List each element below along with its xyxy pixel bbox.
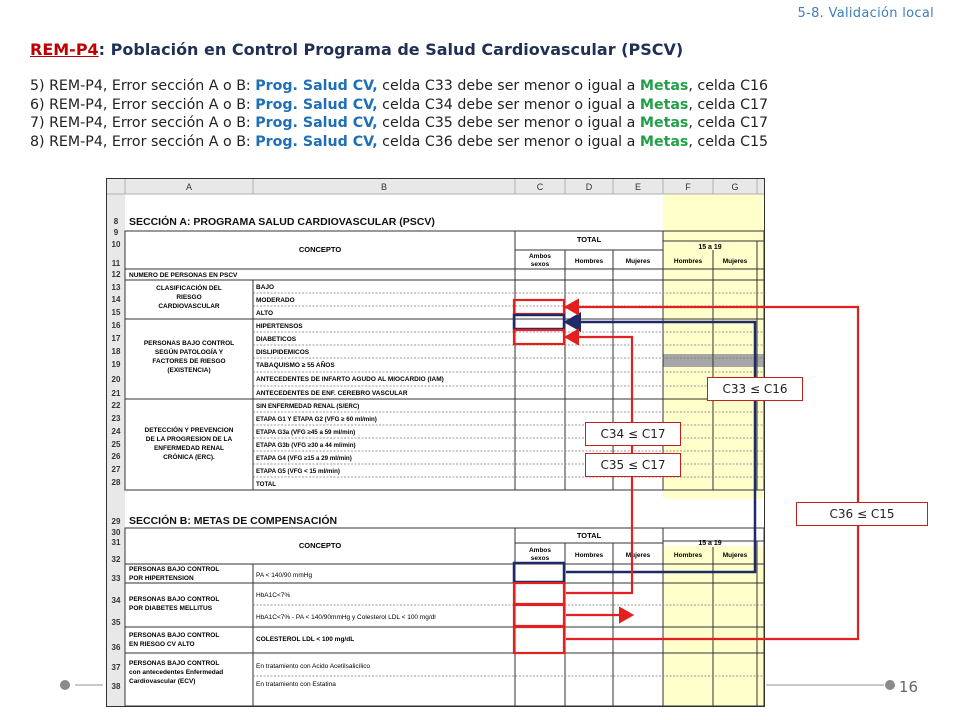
row-number: 22 <box>111 401 121 410</box>
deteccion-label <box>145 425 234 461</box>
row-number: 8 <box>113 217 119 226</box>
col-letter: F <box>685 182 691 192</box>
dm-line: POR DIABETES MELLITUS <box>129 605 213 612</box>
row-number: 28 <box>111 478 121 487</box>
rule-end: , celda C17 <box>688 115 769 131</box>
col-letter: C <box>536 182 544 192</box>
rule-prefix: REM-P4, Error sección A o B: <box>49 96 256 113</box>
rule-program: Prog. Salud CV, <box>255 133 378 150</box>
row-number: 19 <box>111 360 121 369</box>
dm-meta-1: HbA1C<7% <box>256 592 291 599</box>
clasificacion-line: CLASIFICACIÓN DEL <box>156 285 222 292</box>
row-number: 37 <box>111 663 121 672</box>
footer-line-right <box>766 684 884 686</box>
mujeres-age-header-b: Mujeres <box>722 552 748 559</box>
col-letter: A <box>185 182 193 192</box>
row-number: 33 <box>111 574 121 583</box>
rule-number: 8) <box>30 133 45 150</box>
hombres-header: Hombres <box>574 258 604 265</box>
erc-item: ETAPA G3a (VFG ≥45 a 59 ml/min) <box>256 429 356 436</box>
hombres-age-header-b: Hombres <box>673 552 703 559</box>
col-letter: B <box>380 182 388 192</box>
cv-line: EN RIESGO CV ALTO <box>129 641 195 648</box>
rule-prefix: REM-P4, Error sección A o B: <box>49 78 256 94</box>
dm-group-label <box>129 596 219 612</box>
footer-line-left <box>75 684 103 686</box>
patologia-line: SEGÚN PATOLOGÍA Y <box>154 349 224 356</box>
row-number: 20 <box>111 375 121 384</box>
hta-meta: PA < 140/90 mmHg <box>256 572 313 579</box>
rule-number: 6) <box>30 96 45 113</box>
validation-rules <box>30 77 768 151</box>
sexos-header-b: sexos <box>530 555 550 562</box>
row-number: 35 <box>111 618 121 627</box>
row-number: 27 <box>111 465 121 474</box>
ambos-header-b: Ambos <box>528 547 552 554</box>
rule-program: Prog. Salud CV, <box>255 78 378 94</box>
hombres-header-b: Hombres <box>574 552 604 559</box>
rule-number: 7) <box>30 115 45 131</box>
clasificacion-line: CARDIOVASCULAR <box>158 303 220 310</box>
total-header: TOTAL <box>576 235 602 244</box>
total-header-b: TOTAL <box>576 531 602 540</box>
deteccion-line: DE LA PROGRESION DE LA <box>145 436 233 443</box>
rule-end: , celda C17 <box>688 96 769 113</box>
row-number: 31 <box>111 538 121 547</box>
section-b-title: SECCIÓN B: METAS DE COMPENSACIÓN <box>129 515 338 527</box>
callout-c34-c17: C34 ≤ C17 <box>585 422 681 446</box>
rule-middle: celda C33 debe ser menor o igual a <box>377 78 640 94</box>
patologia-item: ANTECEDENTES DE INFARTO AGUDO AL MIOCARDIO (IAM) <box>256 376 444 383</box>
rule-item <box>30 77 768 96</box>
row-number: 32 <box>111 555 121 564</box>
page-number: 16 <box>898 678 918 696</box>
hombres-age-header: Hombres <box>673 258 703 265</box>
row-number: 25 <box>111 440 121 449</box>
erc-items <box>256 403 377 488</box>
erc-item: ETAPA G1 Y ETAPA G2 (VFG ≥ 60 ml/min) <box>256 416 377 423</box>
rule-prefix: REM-P4, Error sección A o B: <box>49 133 256 150</box>
age-group-header-b: 15 a 19 <box>698 540 722 547</box>
row-number: 11 <box>111 259 121 268</box>
ecv-meta-2: En tratamiento con Estatina <box>256 681 336 688</box>
callout-c35-c17: C35 ≤ C17 <box>585 453 681 477</box>
row-number: 9 <box>113 228 119 237</box>
rule-metas: Metas <box>639 115 689 131</box>
rule-item <box>30 133 768 152</box>
rule-item <box>30 96 768 115</box>
rule-middle: celda C35 debe ser menor o igual a <box>377 115 640 131</box>
rule-metas: Metas <box>639 96 689 113</box>
hta-line: POR HIPERTENSION <box>129 575 194 582</box>
ecv-line: Cardiovascular (ECV) <box>129 678 196 685</box>
erc-item: SIN ENFERMEDAD RENAL (S/ERC) <box>256 403 360 410</box>
clasificacion-line: RIESGO <box>176 294 202 301</box>
erc-item: ETAPA G3b (VFG ≥30 a 44 ml/min) <box>256 442 356 449</box>
footer-dot-right <box>885 680 895 690</box>
patologia-item: HIPERTENSOS <box>256 323 303 330</box>
row-number: 24 <box>111 427 121 436</box>
patologia-item: DIABETICOS <box>256 336 297 343</box>
clasificacion-label <box>156 283 222 310</box>
row-number: 10 <box>111 240 121 249</box>
col-letter: D <box>585 182 593 192</box>
row-number: 12 <box>111 270 121 279</box>
column-header-bar <box>107 179 764 194</box>
erc-item: TOTAL <box>256 481 277 488</box>
riesgo-alto: ALTO <box>256 310 274 317</box>
ecv-group-label <box>129 660 223 685</box>
patologia-item: TABAQUISMO ≥ 55 AÑOS <box>256 362 335 369</box>
row-number: 30 <box>111 528 121 537</box>
row-number: 16 <box>111 321 121 330</box>
erc-item: ETAPA G5 (VFG < 15 ml/min) <box>256 468 340 475</box>
rule-program: Prog. Salud CV, <box>255 96 378 113</box>
mujeres-header: Mujeres <box>625 258 651 265</box>
row-number: 18 <box>111 347 121 356</box>
row-number: 14 <box>111 295 121 304</box>
rule-end: , celda C16 <box>688 78 769 94</box>
concepto-header-b: CONCEPTO <box>298 541 342 550</box>
section-a-title: SECCIÓN A: PROGRAMA SALUD CARDIOVASCULAR (PSCV) <box>129 216 435 228</box>
row-number: 26 <box>111 452 121 461</box>
row-number: 23 <box>111 414 121 423</box>
ambos-header: Ambos <box>528 253 552 260</box>
rule-middle: celda C36 debe ser menor o igual a <box>377 133 640 150</box>
page-title <box>30 40 683 59</box>
hta-line: PERSONAS BAJO CONTROL <box>129 566 220 573</box>
footer-dot-left <box>60 680 70 690</box>
title-code: REM-P4 <box>30 40 99 59</box>
row-number: 17 <box>111 334 121 343</box>
row-number: 21 <box>111 389 121 398</box>
rule-metas: Metas <box>639 133 689 150</box>
rule-item <box>30 114 768 133</box>
numero-personas-label: NUMERO DE PERSONAS EN PSCV <box>129 272 238 279</box>
patologia-item: DISLIPIDEMICOS <box>256 349 310 356</box>
riesgo-moderado: MODERADO <box>256 297 295 304</box>
ecv-meta-1: En tratamiento con Acido Acetilsalicílico <box>256 663 371 670</box>
deteccion-line: ENFERMEDAD RENAL <box>153 445 225 452</box>
col-letter: E <box>634 182 642 192</box>
dm-meta-2: HbA1C<7% - PA < 140/90mmHg y Colesterol LDL < 100 mg/dl <box>256 614 436 621</box>
mujeres-header-b: Mujeres <box>625 552 651 559</box>
row-numbers <box>112 217 121 691</box>
rule-program: Prog. Salud CV, <box>255 115 378 131</box>
row-number: 34 <box>111 596 121 605</box>
patologia-line: (EXISTENCIA) <box>167 367 211 374</box>
patologia-label <box>144 340 234 374</box>
row-number: 29 <box>111 517 121 526</box>
deteccion-line: DETECCIÓN Y PREVENCION <box>144 427 234 434</box>
erc-item: ETAPA G4 (VFG ≥15 a 29 ml/min) <box>256 455 352 462</box>
riesgo-bajo: BAJO <box>256 284 275 291</box>
age-group-header: 15 a 19 <box>698 244 722 251</box>
ecv-line: con antecedentes Enfermedad <box>129 669 224 676</box>
row-number: 38 <box>111 682 121 691</box>
patologia-line: FACTORES DE RIESGO <box>152 358 226 365</box>
row-number: 15 <box>111 308 121 317</box>
rule-middle: celda C34 debe ser menor o igual a <box>377 96 640 113</box>
patologia-item: ANTECEDENTES DE ENF. CEREBRO VASCULAR <box>256 390 408 397</box>
hta-group-label <box>129 566 219 582</box>
rule-end: , celda C15 <box>688 133 769 150</box>
callout-c33-c16: C33 ≤ C16 <box>707 377 803 401</box>
concepto-header: CONCEPTO <box>298 245 342 254</box>
sexos-header: sexos <box>530 261 550 268</box>
cv-line: PERSONAS BAJO CONTROL <box>129 632 220 639</box>
deteccion-line: CRÓNICA (ERC). <box>163 454 215 461</box>
dm-line: PERSONAS BAJO CONTROL <box>129 596 220 603</box>
callout-c36-c15: C36 ≤ C15 <box>796 502 928 526</box>
rule-metas: Metas <box>639 78 689 94</box>
section-b-header-white <box>663 499 764 546</box>
section-reference: 5-8. Validación local <box>797 6 934 21</box>
row-number: 13 <box>111 283 121 292</box>
rule-prefix: REM-P4, Error sección A o B: <box>49 115 256 131</box>
riesgo-labels <box>256 284 295 317</box>
row-number: 36 <box>111 643 121 652</box>
col-letter: G <box>731 182 739 192</box>
cv-meta: COLESTEROL LDL < 100 mg/dL <box>256 636 355 643</box>
mujeres-age-header: Mujeres <box>722 258 748 265</box>
title-rest: : Población en Control Programa de Salud Cardiovascular (PSCV) <box>98 40 684 59</box>
rule-number: 5) <box>30 78 45 94</box>
ecv-line: PERSONAS BAJO CONTROL <box>129 660 220 667</box>
cv-group-label <box>129 632 219 648</box>
patologia-line: PERSONAS BAJO CONTROL <box>143 340 235 347</box>
